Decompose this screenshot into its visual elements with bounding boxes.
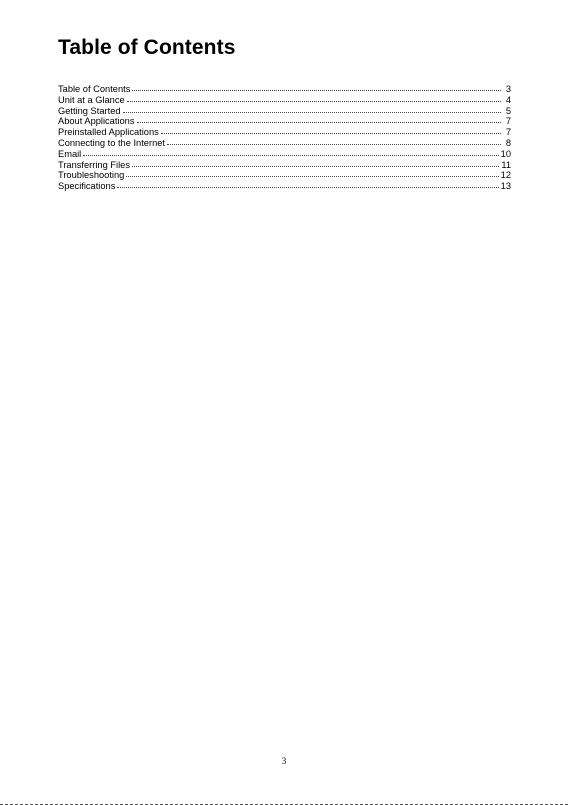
toc-entry-label: Email	[58, 148, 82, 159]
toc-entry[interactable]	[58, 116, 511, 127]
page-title: Table of Contents	[58, 36, 236, 59]
toc-entry[interactable]	[58, 127, 511, 138]
toc-entry-page: 12	[500, 170, 511, 181]
toc-entry-label: Getting Started	[58, 105, 121, 116]
toc-entry-page: 3	[505, 84, 511, 94]
page-number: 3	[281, 756, 287, 766]
toc-entry-label: Specifications	[58, 181, 116, 192]
toc-entry-page: 10	[500, 148, 511, 159]
toc-entry[interactable]	[58, 181, 511, 192]
toc-leader-dots	[132, 166, 499, 167]
toc-entry-label: Unit at a Glance	[58, 94, 125, 105]
toc-entry-label: Connecting to the Internet	[58, 137, 165, 148]
toc-leader-dots	[161, 133, 501, 134]
table-of-contents	[58, 84, 511, 192]
toc-entry-page: 13	[500, 181, 511, 192]
toc-leader-dots	[127, 101, 501, 102]
toc-leader-dots	[117, 187, 498, 188]
toc-leader-dots	[83, 155, 498, 156]
toc-entry[interactable]	[58, 84, 511, 95]
toc-entry-label: Troubleshooting	[58, 170, 125, 181]
toc-leader-dots	[167, 144, 501, 145]
toc-entry-page: 7	[505, 127, 511, 138]
toc-leader-dots	[126, 176, 498, 177]
toc-entry-label: Transferring Files	[58, 159, 130, 170]
toc-entry-label: Preinstalled Applications	[58, 127, 159, 138]
toc-entry[interactable]	[58, 106, 511, 117]
toc-entry[interactable]	[58, 95, 511, 106]
toc-entry[interactable]	[58, 149, 511, 160]
toc-entry[interactable]	[58, 138, 511, 149]
toc-entry-page: 8	[505, 137, 511, 148]
toc-entry-page: 4	[505, 94, 511, 105]
toc-entry-label: Table of Contents	[58, 84, 131, 94]
toc-entry-page: 7	[505, 116, 511, 127]
toc-leader-dots	[132, 90, 501, 91]
toc-leader-dots	[123, 112, 501, 113]
toc-entry-label: About Applications	[58, 116, 135, 127]
toc-entry[interactable]	[58, 160, 511, 171]
toc-entry[interactable]	[58, 170, 511, 181]
toc-entry-page: 11	[501, 159, 511, 170]
toc-entry-page: 5	[505, 105, 511, 116]
toc-leader-dots	[137, 122, 502, 123]
